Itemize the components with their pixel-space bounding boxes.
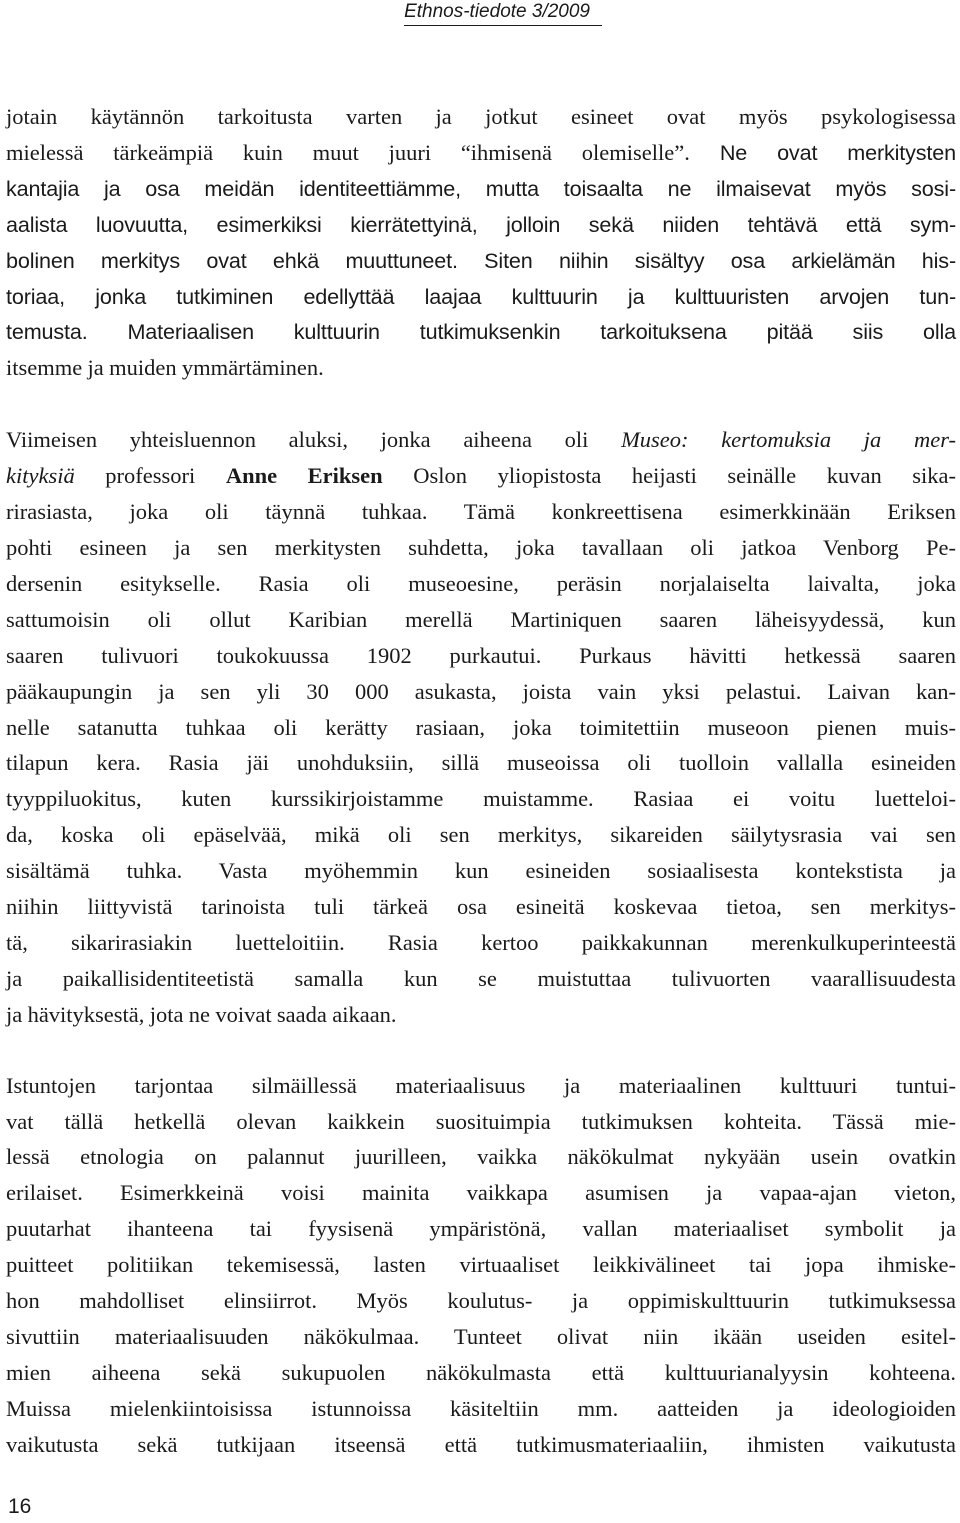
text-line [6,530,956,566]
text-line [6,1355,956,1391]
paragraph-1 [6,99,956,386]
article-body [6,99,956,1463]
paragraph-gap [6,386,956,422]
text-run: tyyppiluokitus, kuten kurssikirjoistamme muistamme. Rasiaa ei voitu luetteloi- [6,786,956,812]
text-line [6,279,956,315]
text-run: nelle satanutta tuhkaa oli kerätty rasiaan, joka toimitettiin museoon pienen muis- [6,714,956,740]
text-line [6,781,956,817]
text-line [6,1247,956,1283]
text-run: pääkaupungin ja sen yli 30 000 asukasta, joista vain yksi pelastui. Laivan kan- [6,678,956,704]
text-run-sans: kantajia ja osa meidän identiteettiämme, mutta toisaalta ne ilmaisevat myös sosi- [6,175,956,201]
text-run: sivuttiin materiaalisuuden näkökulmaa. Tunteet olivat niin ikään useiden esitel- [6,1324,956,1349]
text-run: dersenin esitykselle. Rasia oli museoesine, peräsin norjalaiselta laivalta, joka [6,570,956,596]
text-line [6,638,956,674]
text-run: Istuntojen tarjontaa silmäillessä materiaalisuus ja materiaalinen kulttuuri tuntui- [6,1072,956,1098]
text-line [6,1391,956,1427]
text-line [6,135,956,171]
text-line [6,171,956,207]
text-run: itsemme ja muiden ymmärtäminen. [6,355,324,381]
text-run: ja paikallisidentiteetistä samalla kun se muistuttaa tulivuorten vaarallisuudesta [6,965,956,991]
text-run: niihin liittyvistä tarinoista tuli tärkeä osa esineitä koskevaa tietoa, sen merkitys- [6,894,956,920]
text-line [6,458,956,494]
text-run: tä, sikarirasiakin luetteloitiin. Rasia kertoo paikkakunnan merenkulkuperinteestä [6,929,956,955]
text-run: vat tällä hetkellä olevan kaikkein suosituimpia tutkimuksen kohteita. Tässä mie- [6,1108,956,1134]
text-run-sans: Siten niihin sisältyy osa arkielämän his- [457,247,956,273]
text-run-sans: Ne ovat merkitysten [689,139,956,165]
text-line [6,207,956,243]
text-line [6,961,956,997]
text-run-sans: temusta. Materiaalisen kulttuurin tutkimuksenkin tarkoituksena pitää siis olla [6,319,956,345]
text-line [6,350,956,386]
text-run: mielessä tärkeämpiä kuin muut juuri “ihmisenä olemiselle”. [6,139,690,165]
text-run: ja hävityksestä, jota ne voivat saada aikaan. [6,1001,397,1027]
text-run: da, koska oli epäselvää, mikä oli sen merkitys, sikareiden säilytysrasia vai sen [6,822,956,848]
text-run-sans: aalista luovuutta, esimerkiksi kierrätettyinä, jolloin sekä niiden tehtävä että sym- [6,211,956,237]
text-run: mien aiheena sekä sukupuolen näkökulmasta että kulttuurianalyysin kohteena. [6,1359,956,1385]
text-line [6,710,956,746]
text-line [6,1427,956,1463]
text-line [6,674,956,710]
text-run: Oslon yliopistosta heijasti seinälle kuvan sika- [382,463,956,489]
text-run: Viimeisen yhteisluennon aluksi, jonka aiheena oli [6,427,622,453]
text-line [6,1319,956,1355]
text-line [6,422,956,458]
text-run: vaikutusta sekä tutkijaan itseensä että tutkimusmateriaaliin, ihmisten vaikutusta [6,1431,956,1457]
page-number: 16 [8,1495,32,1518]
text-run: lessä etnologia on palannut juurilleen, vaikka näkökulmat nykyään usein ovatkin [6,1144,956,1170]
text-line [6,1104,956,1140]
lecture-title: Museo: kertomuksia ja mer- [621,427,956,453]
text-run: sisältämä tuhka. Vasta myöhemmin kun esineiden sosiaalisesta kontekstista ja [6,858,956,884]
text-line [6,566,956,602]
text-run: Muissa mielenkiintoisissa istunnoissa käsiteltiin mm. aatteiden ja ideologioiden [6,1395,956,1421]
text-run: puitteet politiikan tekemisessä, lasten virtuaaliset leikkivälineet tai jopa ihmiske- [6,1252,956,1278]
text-run: tilapun kera. Rasia jäi unohduksiin, sillä museoissa oli tuolloin vallalla esineiden [6,750,956,776]
text-run: sattumoisin oli ollut Karibian merellä Martiniquen saaren läheisyydessä, kun [6,606,956,632]
text-line [6,243,956,279]
text-run: puutarhat ihanteena tai fyysisenä ympäristönä, vallan materiaaliset symbolit ja [6,1216,956,1242]
text-run: hon mahdolliset elinsiirrot. Myös koulutus- ja oppimiskulttuurin tutkimuksessa [6,1288,956,1314]
text-line [6,1283,956,1319]
text-line [6,853,956,889]
text-line [6,997,956,1033]
speaker-name: Anne Eriksen [225,463,383,489]
text-run: jotain käytännön tarkoitusta varten ja jotkut esineet ovat myös psykologisessa [6,104,956,129]
text-line [6,745,956,781]
text-run: rirasiasta, joka oli täynnä tuhkaa. Tämä konkreettisena esimerkkinään Eriksen [6,499,956,525]
paragraph-2 [6,422,956,1032]
text-line [6,602,956,638]
text-run: erilaiset. Esimerkkeinä voisi mainita vaikkapa asumisen ja vapaa-ajan vieton, [6,1180,956,1206]
text-line [6,494,956,530]
text-run: saaren tulivuori toukokuussa 1902 purkautui. Purkaus hävitti hetkessä saaren [6,642,956,668]
text-line [6,1211,956,1247]
paragraph-gap [6,1033,956,1068]
text-line [6,314,956,350]
text-line [6,1068,956,1104]
text-line [6,889,956,925]
running-header: Ethnos-tiedote 3/2009 [404,0,602,26]
lecture-title: kityksiä [6,463,75,489]
text-run: professori [74,463,226,489]
text-line [6,1175,956,1211]
text-line [6,925,956,961]
text-line [6,817,956,853]
paragraph-3 [6,1068,956,1463]
text-line [6,99,956,135]
text-run-sans: toriaa, jonka tutkiminen edellyttää laajaa kulttuurin ja kulttuuristen arvojen tun- [6,283,956,309]
text-run: pohti esineen ja sen merkitysten suhdetta, joka tavallaan oli jatkoa Venborg Pe- [6,534,956,560]
text-line [6,1139,956,1175]
text-run-sans: bolinen merkitys ovat ehkä muuttuneet. [6,247,458,273]
